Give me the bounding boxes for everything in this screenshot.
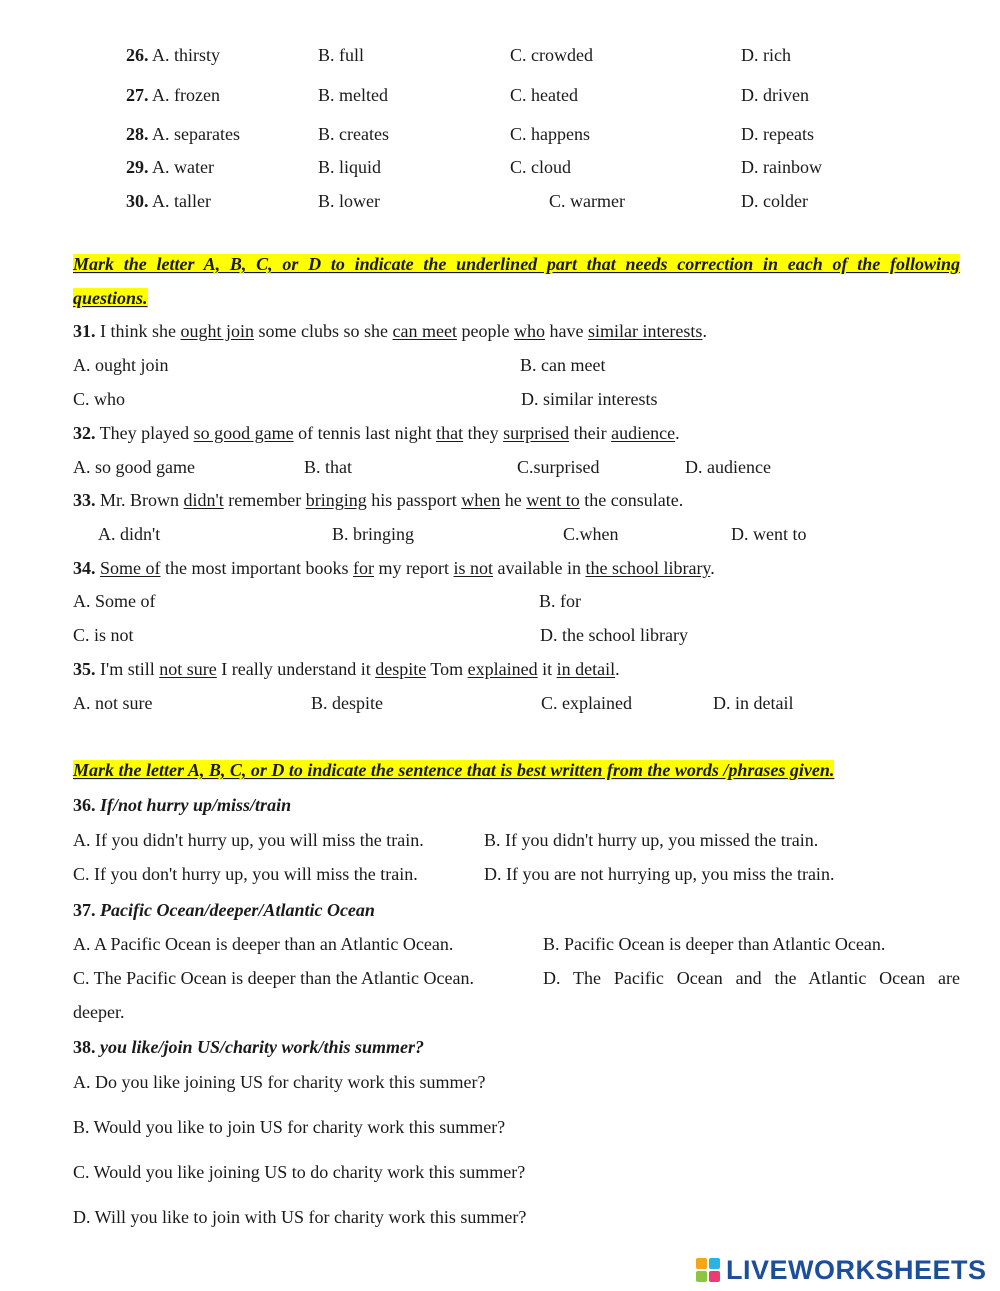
q33-option-c: C.when bbox=[563, 524, 619, 544]
q34-option-a: A. Some of bbox=[73, 591, 156, 611]
option-a: A. water bbox=[152, 157, 214, 177]
q36-option-a: A. If you didn't hurry up, you will miss the train. bbox=[73, 830, 424, 850]
option-d: D. rainbow bbox=[741, 157, 822, 177]
question-number: 29. bbox=[126, 157, 149, 177]
q32-option-b: B. that bbox=[304, 457, 352, 477]
option-a: A. thirsty bbox=[152, 45, 221, 65]
liveworksheets-logo bbox=[696, 1255, 987, 1285]
q38-option-c: C. Would you like joining US to do charity work this summer? bbox=[73, 1162, 526, 1182]
q38-option-a: A. Do you like joining US for charity work this summer? bbox=[73, 1072, 486, 1092]
q33-option-b: B. bringing bbox=[332, 524, 415, 544]
q36-option-b: B. If you didn't hurry up, you missed the train. bbox=[484, 830, 819, 850]
q31-option-c: C. who bbox=[73, 389, 126, 409]
q36-option-d: D. If you are not hurrying up, you miss the train. bbox=[484, 864, 835, 884]
q33-option-a: A. didn't bbox=[98, 524, 161, 544]
option-c: C. happens bbox=[510, 124, 590, 144]
option-b: B. melted bbox=[318, 85, 388, 105]
q34-option-d: D. the school library bbox=[540, 625, 688, 645]
option-d: D. rich bbox=[741, 45, 791, 65]
q31-option-a: A. ought join bbox=[73, 355, 169, 375]
q34-option-c: C. is not bbox=[73, 625, 134, 645]
question-number: 27. bbox=[126, 85, 149, 105]
q37-option-d-cont: deeper. bbox=[73, 1002, 125, 1022]
q36-option-c: C. If you don't hurry up, you will miss the train. bbox=[73, 864, 418, 884]
option-c: C. warmer bbox=[549, 191, 625, 211]
question-number: 28. bbox=[126, 124, 149, 144]
section-instruction-correction-cont: questions. bbox=[73, 288, 148, 308]
option-c: C. heated bbox=[510, 85, 578, 105]
option-d: D. colder bbox=[741, 191, 808, 211]
option-d: D. repeats bbox=[741, 124, 814, 144]
section-instruction-correction: Mark the letter A, B, C, or D to indicate the underlined part that needs correction in each of the following bbox=[73, 254, 960, 274]
q37-option-c: C. The Pacific Ocean is deeper than the Atlantic Ocean. bbox=[73, 968, 475, 988]
option-a: A. taller bbox=[152, 191, 211, 211]
option-a: A. frozen bbox=[152, 85, 220, 105]
question-number: 26. bbox=[126, 45, 149, 65]
q31-option-b: B. can meet bbox=[520, 355, 606, 375]
logo-block-4 bbox=[709, 1271, 720, 1282]
question-34: 34. Some of the most important books for my report is not available in the school library. bbox=[73, 558, 715, 578]
question-35: 35. I'm still not sure I really understand it despite Tom explained it in detail. bbox=[73, 659, 620, 679]
option-b: B. liquid bbox=[318, 157, 382, 177]
q38-option-d: D. Will you like to join with US for charity work this summer? bbox=[73, 1207, 527, 1227]
q35-option-b: B. despite bbox=[311, 693, 383, 713]
logo-block-1 bbox=[696, 1258, 707, 1269]
question-36: 36. If/not hurry up/miss/train bbox=[73, 795, 292, 815]
option-c: C. crowded bbox=[510, 45, 593, 65]
logo-blocks-icon bbox=[696, 1258, 720, 1282]
option-b: B. lower bbox=[318, 191, 380, 211]
logo-text: LIVEWORKSHEETS bbox=[726, 1254, 987, 1285]
q33-option-d: D. went to bbox=[731, 524, 807, 544]
q32-option-d: D. audience bbox=[685, 457, 771, 477]
q34-option-b: B. for bbox=[539, 591, 581, 611]
option-c: C. cloud bbox=[510, 157, 571, 177]
option-b: B. creates bbox=[318, 124, 389, 144]
option-a: A. separates bbox=[152, 124, 240, 144]
question-37: 37. Pacific Ocean/deeper/Atlantic Ocean bbox=[73, 900, 375, 920]
q37-option-a: A. A Pacific Ocean is deeper than an Atlantic Ocean. bbox=[73, 934, 454, 954]
section-instruction-sentence-building: Mark the letter A, B, C, or D to indicate the sentence that is best written from the words /phrases given. bbox=[73, 760, 835, 780]
question-number: 30. bbox=[126, 191, 149, 211]
logo-block-2 bbox=[709, 1258, 720, 1269]
q37-option-d: D. The Pacific Ocean and the Atlantic Ocean are bbox=[543, 968, 960, 988]
q35-option-a: A. not sure bbox=[73, 693, 153, 713]
question-32: 32. They played so good game of tennis last night that they surprised their audience. bbox=[73, 423, 680, 443]
question-33: 33. Mr. Brown didn't remember bringing his passport when he went to the consulate. bbox=[73, 490, 684, 510]
logo-block-3 bbox=[696, 1271, 707, 1282]
question-38: 38. you like/join US/charity work/this summer? bbox=[73, 1037, 425, 1057]
option-d: D. driven bbox=[741, 85, 809, 105]
q32-option-c: C.surprised bbox=[517, 457, 600, 477]
q35-option-d: D. in detail bbox=[713, 693, 794, 713]
q32-option-a: A. so good game bbox=[73, 457, 195, 477]
q37-option-b: B. Pacific Ocean is deeper than Atlantic Ocean. bbox=[543, 934, 886, 954]
question-31: 31. I think she ought join some clubs so she can meet people who have similar interests. bbox=[73, 321, 707, 341]
option-b: B. full bbox=[318, 45, 365, 65]
q38-option-b: B. Would you like to join US for charity work this summer? bbox=[73, 1117, 506, 1137]
q35-option-c: C. explained bbox=[541, 693, 632, 713]
q31-option-d: D. similar interests bbox=[521, 389, 658, 409]
